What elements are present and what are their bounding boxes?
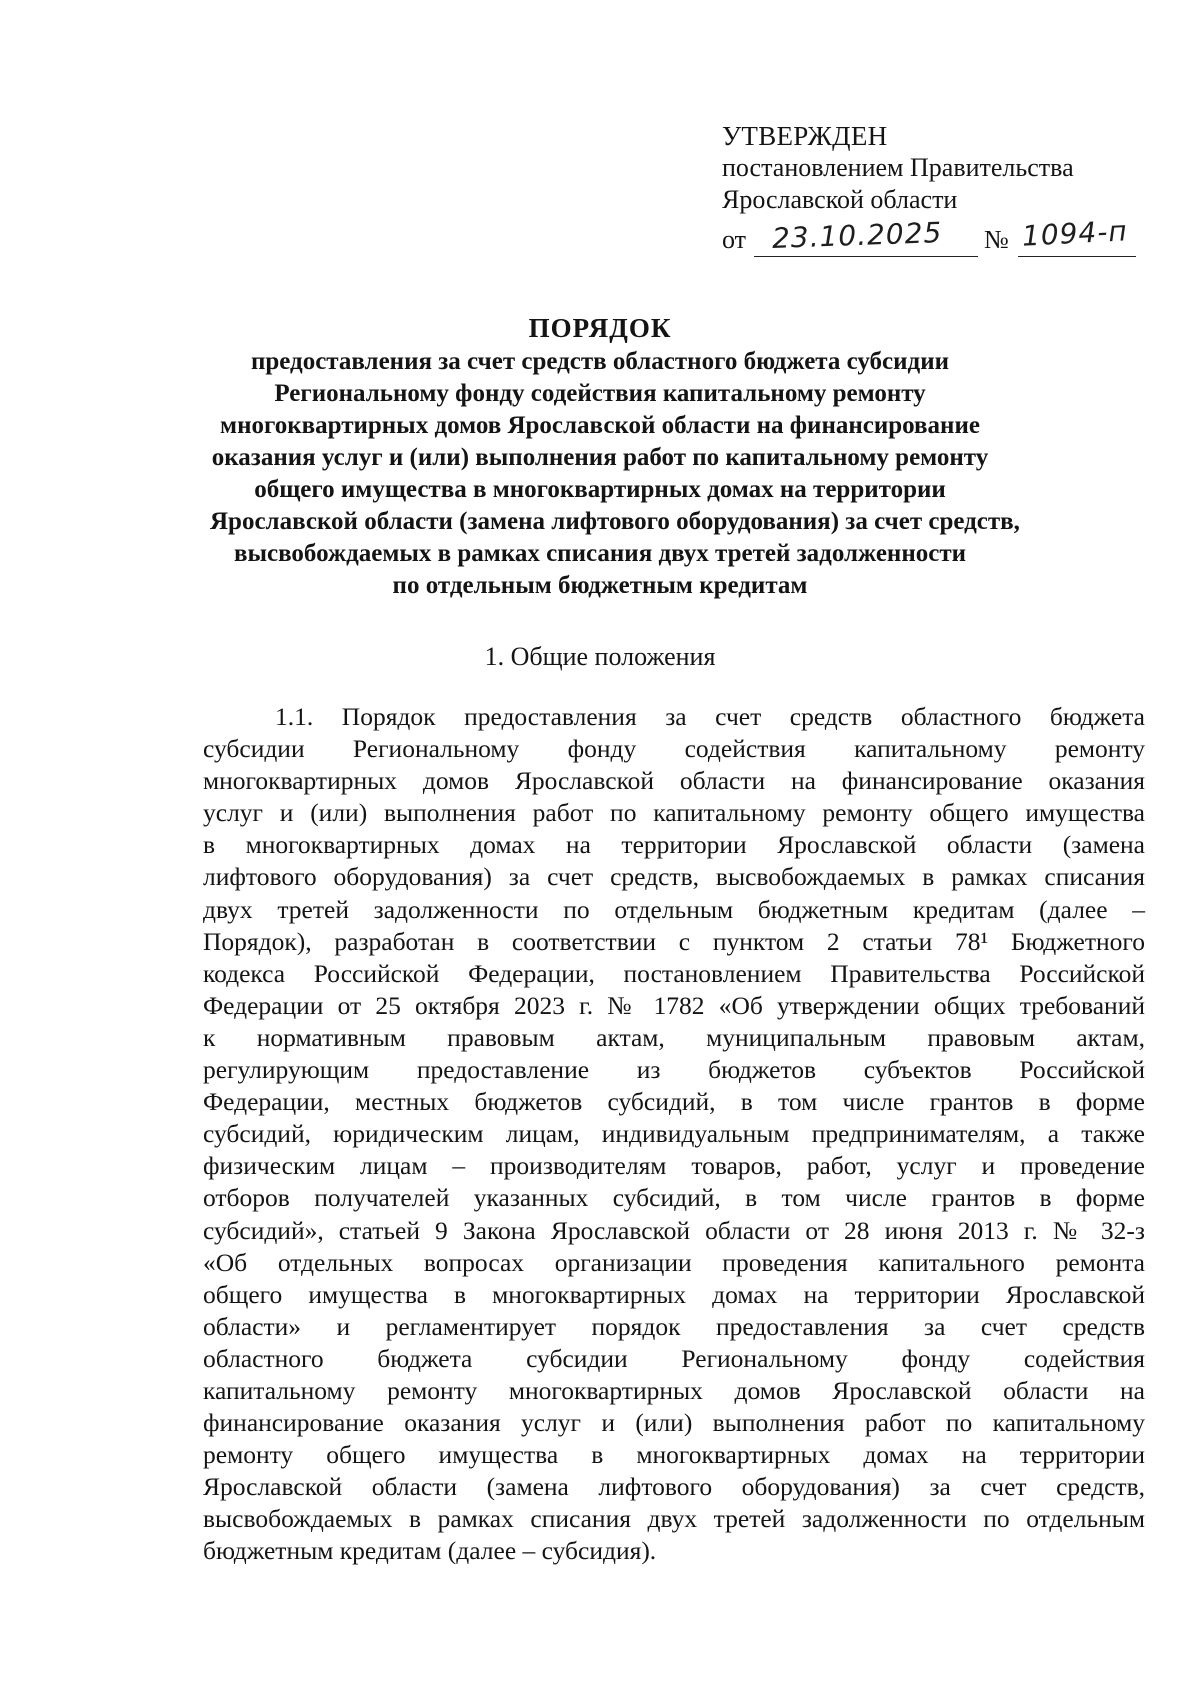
- paragraph-line: многоквартирных домов Ярославской области на финансирование оказания: [203, 766, 1145, 796]
- document-title: ПОРЯДОК: [528, 313, 672, 343]
- paragraph-line: капитальному ремонту многоквартирных домов Ярославской области на: [203, 1375, 1145, 1405]
- handwritten-date: 23.10.2025: [771, 216, 943, 255]
- document-title-block: [210, 310, 1020, 602]
- paragraph-line: физическим лицам – производителям товаров, работ, услуг и проведение: [203, 1151, 1145, 1181]
- paragraph-line: высвобождаемых в рамках списания двух третей задолженности по отдельным: [203, 1504, 1145, 1534]
- section-heading: 1. Общие положения: [484, 642, 716, 671]
- paragraph-line: областного бюджета субсидии Региональному фонду содействия: [203, 1343, 1145, 1373]
- paragraph-line: кодекса Российской Федерации, постановлением Правительства Российской: [203, 958, 1145, 988]
- approval-stamp-block: [722, 120, 1142, 260]
- paragraph-line: субсидий, юридическим лицам, индивидуальным предпринимателям, а также: [203, 1119, 1145, 1149]
- document-subtitle: [210, 346, 1020, 602]
- paragraph-line: к нормативным правовым актам, муниципальным правовым актам,: [203, 1022, 1145, 1052]
- paragraph-line: лифтового оборудования) за счет средств, высвобождаемых в рамках списания: [203, 862, 1145, 892]
- paragraph-line: Порядок), разработан в соответствии с пунктом 2 статьи 78¹ Бюджетного: [203, 926, 1145, 956]
- paragraph-line: общего имущества в многоквартирных домах на территории Ярославской: [203, 1279, 1145, 1309]
- subtitle-line: высвобождаемых в рамках списания двух третей задолженности: [233, 540, 967, 567]
- paragraph-line: услуг и (или) выполнения работ по капитальному ремонту общего имущества: [203, 798, 1145, 828]
- subtitle-line: Региональному фонду содействия капитальному ремонту: [274, 380, 926, 407]
- paragraph-line: субсидий», статьей 9 Закона Ярославской области от 28 июня 2013 г. № 32-з: [203, 1215, 1145, 1245]
- paragraph-line: 1.1. Порядок предоставления за счет средств областного бюджета: [275, 702, 1145, 731]
- number-label: №: [984, 225, 1009, 254]
- handwritten-number: 1094-п: [1021, 214, 1129, 253]
- number-field: [1018, 214, 1136, 257]
- paragraph-line: в многоквартирных домах на территории Ярославской области (замена: [203, 830, 1145, 860]
- paragraph-line: Ярославской области (замена лифтового оборудования) за счет средств,: [203, 1472, 1145, 1502]
- paragraph-line: бюджетным кредитам (далее – субсидия).: [203, 1536, 657, 1566]
- paragraph-line: отборов получателей указанных субсидий, в том числе грантов в форме: [203, 1183, 1145, 1213]
- approval-date-number-row: [722, 214, 1142, 260]
- subtitle-line: Ярославской области (замена лифтового оборудования) за счет средств,: [210, 508, 1020, 535]
- subtitle-line: предоставления за счет средств областного бюджета субсидии: [250, 348, 950, 375]
- subtitle-line: многоквартирных домов Ярославской области на финансирование: [220, 412, 980, 439]
- approval-heading: УТВЕРЖДЕН: [722, 121, 888, 151]
- paragraph-1-1: [203, 701, 1145, 1568]
- date-field: [754, 216, 978, 257]
- subtitle-line: оказания услуг и (или) выполнения работ по капитальному ремонту: [211, 444, 989, 471]
- date-label: от: [722, 225, 747, 254]
- paragraph-line: Федерации от 25 октября 2023 г. № 1782 «Об утверждении общих требований: [203, 990, 1145, 1020]
- paragraph-line: регулирующим предоставление из бюджетов субъектов Российской: [203, 1055, 1145, 1085]
- paragraph-line: двух третей задолженности по отдельным бюджетным кредитам (далее –: [203, 894, 1145, 924]
- paragraph-line: ремонту общего имущества в многоквартирных домах на территории: [203, 1440, 1145, 1470]
- paragraph-line: Федерации, местных бюджетов субсидий, в том числе грантов в форме: [203, 1087, 1145, 1117]
- paragraph-line: области» и регламентирует порядок предоставления за счет средств: [203, 1311, 1145, 1341]
- paragraph-line: финансирование оказания услуг и (или) выполнения работ по капитальному: [203, 1408, 1145, 1438]
- paragraph-line: «Об отдельных вопросах организации проведения капитального ремонта: [203, 1247, 1145, 1277]
- approval-line-1: постановлением Правительства: [722, 153, 1074, 182]
- subtitle-line: по отдельным бюджетным кредитам: [392, 572, 808, 599]
- paragraph-line: субсидии Региональному фонду содействия капитальному ремонту: [203, 734, 1145, 764]
- subtitle-line: общего имущества в многоквартирных домах на территории: [254, 476, 946, 503]
- approval-line-2: Ярославской области: [722, 185, 958, 214]
